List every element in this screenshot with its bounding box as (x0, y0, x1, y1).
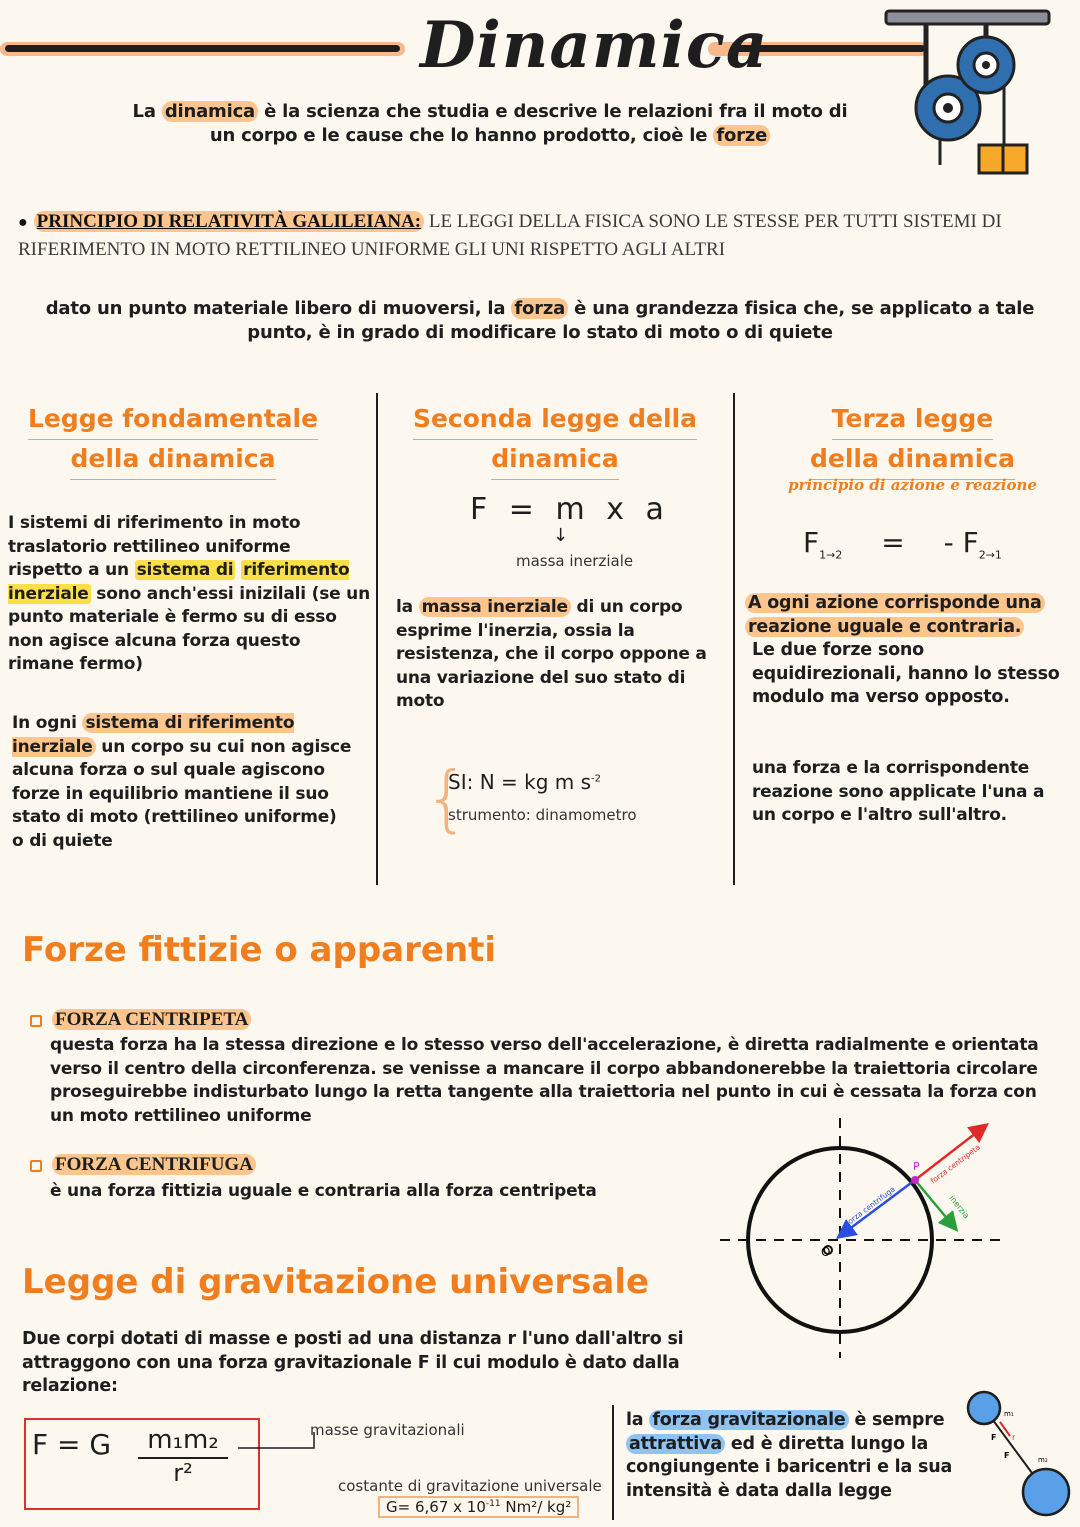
masse-connector-icon (236, 1430, 316, 1460)
costante-label: costante di gravitazione universale (338, 1477, 602, 1495)
col3-paragraph-1: A ogni azione corrisponde una reazione uguale e contraria. Le due forze sono equidirezionali, hanno lo stesso modulo ma verso opposto. (745, 592, 1070, 710)
origin-label: O (821, 1245, 831, 1259)
col3-title: Terza legge della dinamica (760, 400, 1065, 480)
instrument: strumento: dinamometro (448, 806, 637, 824)
si-unit: SI: N = kg m $s^{-2}$ (448, 770, 602, 794)
gravity-paragraph: la forza gravitazionale è sempre attrattiva ed è diretta lungo la congiungente i baricentri e la sua intensità è data dalla legge (626, 1410, 953, 1501)
m1-label: m₁ (1004, 1410, 1014, 1418)
gravity-formula-fraction: m₁m₂ r² (138, 1425, 228, 1487)
relativity-principle: ● PRINCIPIO DI RELATIVITÀ GALILEIANA: LE LEGGI DELLA FISICA SONO LE STESSE PER TUTTI SISTEMI DI RIFERIMENTO IN MOTO RETTILINEO UNIFORME GLI UNI RISPETTO AGLI ALTRI (18, 211, 1002, 260)
gravitazione-text: Due corpi dotati di masse e posti ad una distanza r l'uno dall'altro si attraggono con una forza gravitazionale F il cui modulo è dato dalla relazione: (22, 1329, 684, 1396)
intro-text: La dinamica è la scienza che studia e descrive le relazioni fra il moto di un corpo e le cause che lo hanno prodotto, cioè le forze (132, 101, 848, 146)
circular-motion-diagram (715, 1110, 1005, 1365)
m2-label: m₂ (1038, 1456, 1048, 1464)
centrifuga-text: è una forza fittizia uguale e contraria alla forza centripeta (50, 1181, 597, 1201)
inerzia-diagram-label: inerzia (947, 1193, 972, 1221)
brace-icon: { (424, 756, 470, 840)
newton-formula: F = m x a (470, 492, 670, 527)
pulley-icon (882, 5, 1054, 177)
col3-subtitle: principio di azione e reazione (788, 476, 1037, 494)
two-masses-diagram (962, 1388, 1074, 1520)
header-bar-left (5, 45, 400, 52)
point-label: P (913, 1160, 920, 1173)
page-title: Dinamica (420, 8, 769, 83)
gravity-divider (612, 1405, 614, 1520)
f-label-2: F (1004, 1451, 1010, 1460)
mass-label: massa inerziale (516, 552, 634, 570)
column-divider-1 (376, 393, 378, 885)
col1-title: Legge fondamentale della dinamica (8, 400, 338, 480)
g-value-box: G= 6,67 x $10^{-11}$ Nm²/ kg² (378, 1496, 579, 1518)
masse-label: masse gravitazionali (310, 1421, 465, 1439)
bullet-square-icon (30, 1015, 42, 1027)
r-label: r (1012, 1433, 1016, 1442)
bullet-square-icon (30, 1160, 42, 1172)
mass-arrow-icon: ↓ (553, 525, 569, 546)
col1-paragraph-2: In ogni sistema di riferimento inerziale un corpo su cui non agisce alcuna forza o sul quale agiscono forze in equilibrio mantiene il suo stato di moto (rettilineo uniforme) o di quiete (12, 713, 352, 851)
gravitazione-title: Legge di gravitazione universale (22, 1262, 650, 1302)
centrifuga-label: FORZA CENTRIFUGA (30, 1154, 256, 1176)
gravity-formula-left: F = G (32, 1428, 112, 1461)
col1-paragraph-1: I sistemi di riferimento in moto traslatorio rettilineo uniforme rispetto a un sistema di riferimento inerziale sono anch'essi inizilali (se un punto materiale è fermo su di esso non agisce alcuna forza questo rimane fermo) (8, 513, 370, 674)
col2-title: Seconda legge della dinamica (395, 400, 715, 480)
centripeta-diagram-label: forza centripeta (928, 1142, 982, 1186)
fittizie-title: Forze fittizie o apparenti (22, 930, 497, 970)
third-law-formula: $F_{1\to 2}$ = - $F_{2\to 1}$ (803, 526, 1002, 562)
centripeta-label: FORZA CENTRIPETA (30, 1009, 251, 1031)
col3-paragraph-2: una forza e la corrispondente reazione sono applicate l'una a un corpo e l'altro sull'altro. (752, 758, 1045, 825)
f-label: F (991, 1433, 997, 1442)
column-divider-2 (733, 393, 735, 885)
col2-paragraph: la massa inerziale di un corpo esprime l'inerzia, ossia la resistenza, che il corpo oppone a una variazione del suo stato di moto (396, 597, 707, 711)
centripeta-text: questa forza ha la stessa direzione e lo stesso verso dell'accelerazione, è diretta radialmente e orientata verso il centro della circonferenza. se venisse a mancare il corpo abbandonerebbe la traiettoria circolare proseguirebbe indisturbato lungo la retta tangente alla traiettoria nel punto in cui è cessata la forza con un moto rettilineo uniforme (50, 1035, 1039, 1126)
centrifuga-diagram-label: forza centrifuga (843, 1184, 897, 1228)
force-definition: dato un punto materiale libero di muoversi, la forza è una grandezza fisica che, se applicato a tale punto, è in grado di modificare lo stato di moto o di quiete (45, 298, 1035, 343)
